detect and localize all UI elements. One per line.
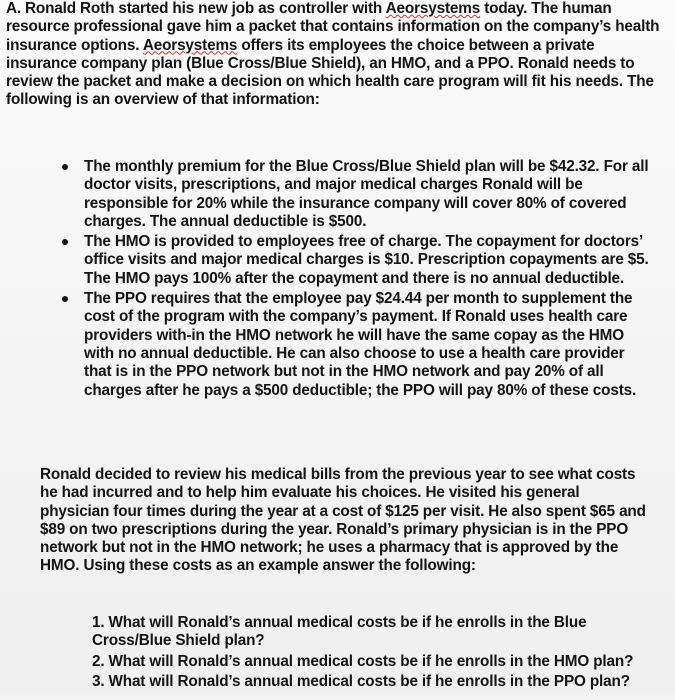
intro-text-part-2: today. The human resource professional gave him a packet that contains information on the company’s health insurance options. [6,0,660,54]
intro-text-part-1: Ronald Roth started his new job as controller with [25,0,386,17]
question-item [92,673,635,691]
intro-text-part-3: offers its employees the choice between a private insurance company plan (Blue Cross/Blue Shield), an HMO, and a PPO. Ronald needs to review the packet and make a decision on which health care program will fit his needs. The following is an overview of that information: [6,36,654,109]
list-item-text: The monthly premium for the Blue Cross/Blue Shield plan will be $42.32. For all doctor visits, prescriptions, and major medical charges Ronald will be responsible for 20% while the insurance company will cover 80% of covered charges. The annual deductible is $500. [84,158,649,230]
plan-overview-list [58,158,653,402]
company-name-spellcheck: Aeorsystems [385,0,481,17]
question-number: 1. [92,614,105,631]
question-text: What will Ronald’s annual medical costs be if he enrolls in the PPO plan? [108,672,630,690]
problem-intro-paragraph [6,0,661,110]
list-item-hmo [58,233,653,288]
question-number: 2. [92,652,105,670]
question-text: What will Ronald’s annual medical costs be if he enrolls in the HMO plan? [108,652,634,670]
question-text: What will Ronald’s annual medical costs be if he enrolls in the Blue Cross/Blue Shield plan? [92,614,587,650]
bottom-crop-fade [0,690,675,700]
list-item-ppo [58,290,653,400]
question-number: 3. [92,672,105,690]
question-list [92,614,635,693]
list-item-text: The HMO is provided to employees free of charge. The copayment for doctors’ office visits and major medical charges is $10. Prescription copayments are $5. The HMO pays 100% after the copayment and there is no annual deductible. [84,233,649,287]
question-item [92,653,635,671]
company-name-spellcheck-2: Aeorsystems [142,36,238,54]
list-item-text: The PPO requires that the employee pay $24.44 per month to supplement the cost of the program with the company’s payment. If Ronald uses health care providers with-in the HMO network he will have the same copay as the HMO with no annual deductible. He can also choose to use a health care provider that is in the PPO network but not in the HMO network and pay 20% of all charges after he pays a $500 deductible; the PPO will pay 80% of these costs. [84,290,637,399]
list-item-blue-cross [58,158,653,231]
bullet-icon [62,296,68,302]
scenario-paragraph: Ronald decided to review his medical bills from the previous year to see what costs he had incurred and to help him evaluate his choices. He visited his general physician four times during the year at a cost of $125 per visit. He also spent $65 and $89 on two prescriptions during the year. Ronald’s primary physician is in the PPO network but not in the HMO network; he uses a pharmacy that is approved by the HMO. Using these costs as an example answer the following: [40,466,646,575]
question-item [92,614,635,651]
problem-label: A. [6,0,21,17]
bullet-icon [62,164,68,170]
bullet-icon [62,239,68,245]
